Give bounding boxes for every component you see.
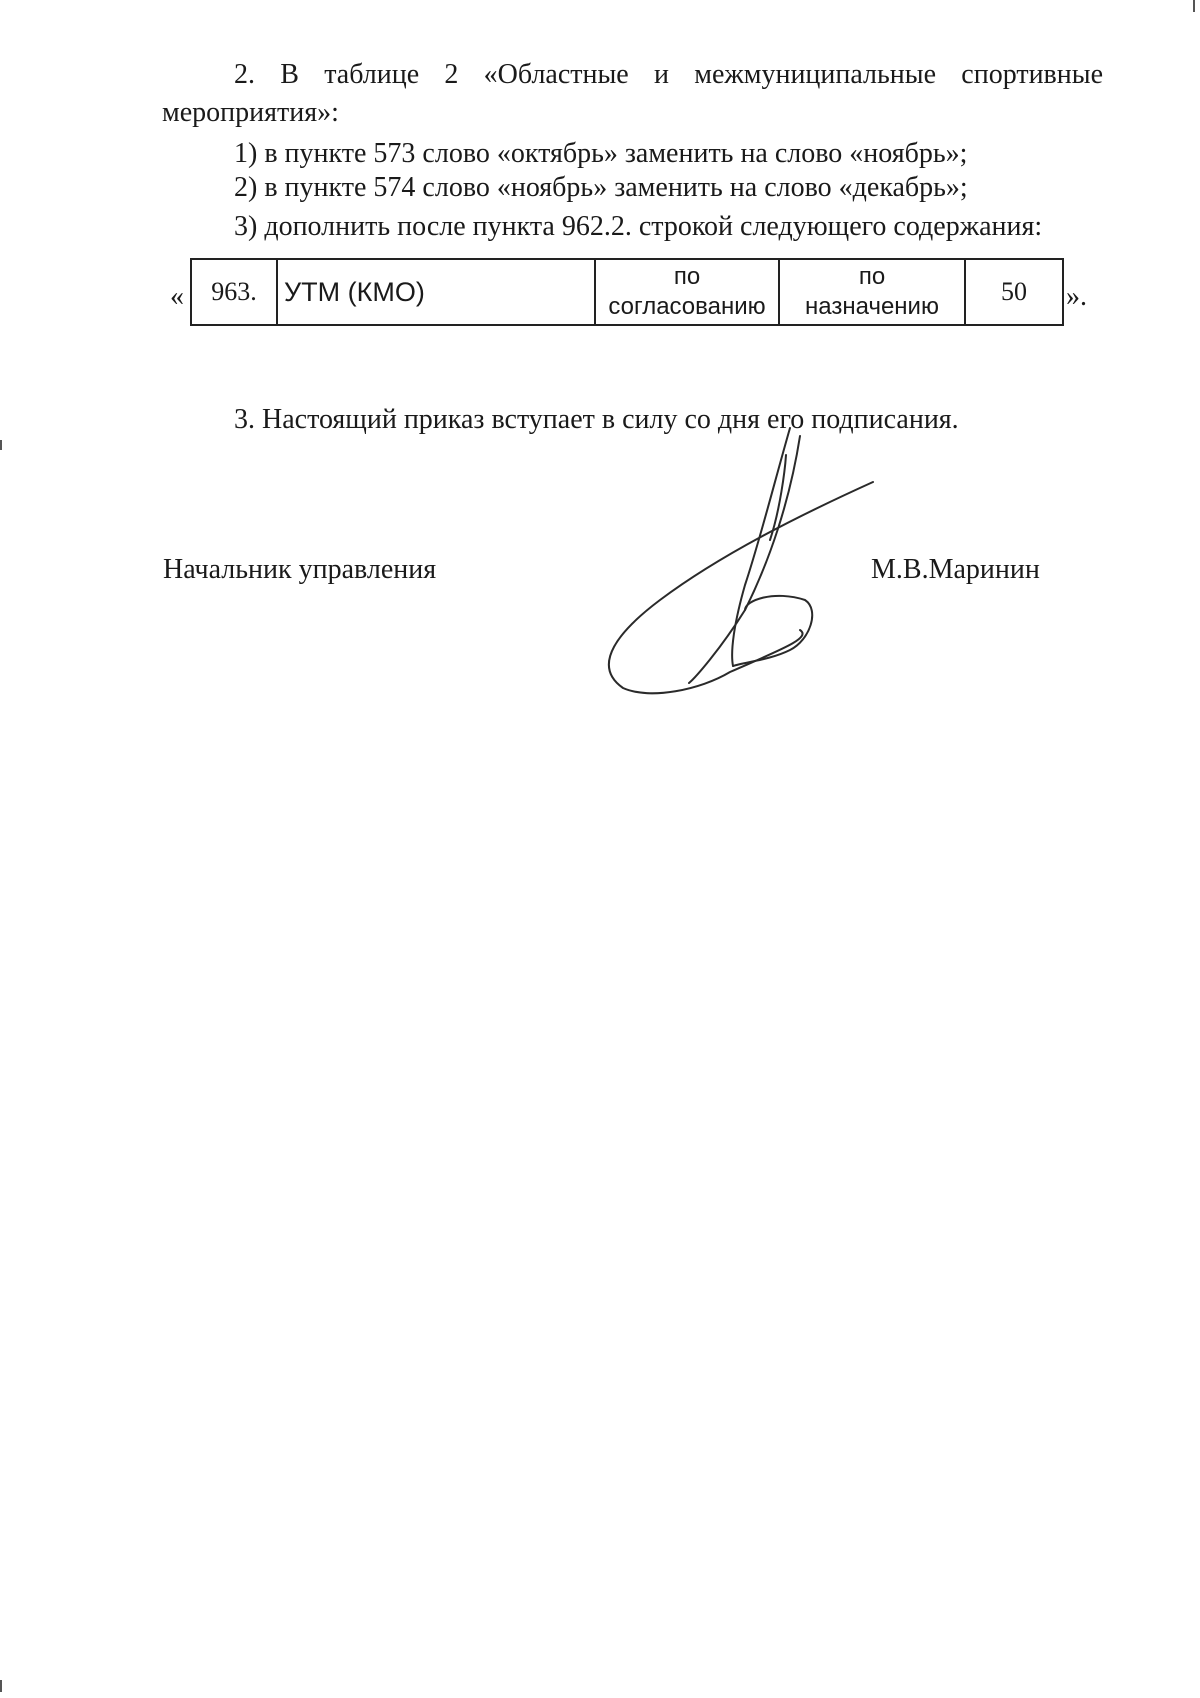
section-2-item-1: 1) в пункте 573 слово «октябрь» заменить на слово «ноябрь»;: [234, 138, 968, 169]
section-3-text: 3. Настоящий приказ вступает в силу со дня его подписания.: [234, 404, 959, 435]
row-timing-cell: [595, 259, 779, 325]
new-row-table: [190, 258, 1064, 326]
section-2-intro-line2: мероприятия»:: [162, 97, 339, 128]
row-open-quote: «: [170, 281, 184, 312]
row-number-cell: 963.: [191, 259, 277, 325]
scan-edge-mark: [0, 440, 2, 450]
row-participants-cell: 50: [965, 259, 1063, 325]
signatory-name: М.В.Маринин: [871, 554, 1040, 585]
row-location-cell: [779, 259, 965, 325]
section-2-intro: [162, 56, 1103, 132]
section-2-intro-line1: 2. В таблице 2 «Областные и межмуниципальные спортивные: [234, 59, 1103, 90]
scan-edge-mark: [0, 1680, 2, 1692]
section-2-item-2: 2) в пункте 574 слово «ноябрь» заменить на слово «декабрь»;: [234, 172, 968, 203]
row-timing-line2: согласованию: [608, 293, 766, 320]
row-close-quote: ».: [1066, 281, 1087, 312]
row-location-line2: назначению: [805, 293, 939, 320]
row-timing-line1: по: [673, 263, 701, 290]
table-row: [191, 259, 1063, 325]
section-2-item-3: 3) дополнить после пункта 962.2. строкой следующего содержания:: [234, 211, 1043, 242]
row-event-name-cell: УТМ (КМО): [277, 259, 595, 325]
signatory-position: Начальник управления: [163, 554, 437, 585]
row-location-line1: по: [858, 263, 886, 290]
scan-edge-mark: [1193, 0, 1195, 12]
